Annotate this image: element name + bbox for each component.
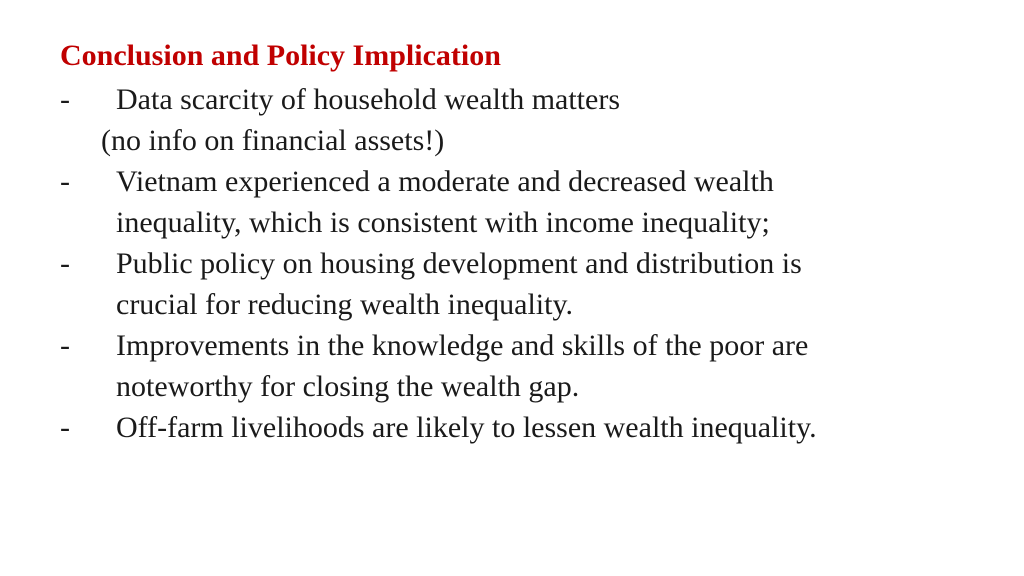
- bullet-dash: -: [60, 411, 70, 444]
- bullet-text-continued: inequality, which is consistent with income inequality;: [116, 206, 770, 239]
- bullet-text-continued: crucial for reducing wealth inequality.: [116, 288, 574, 321]
- bullet-item-off-farm-livelihoods: [60, 407, 980, 448]
- slide-title: Conclusion and Policy Implication: [60, 39, 501, 72]
- bullet-text: Public policy on housing development and distribution is: [116, 247, 802, 280]
- bullet-text: Improvements in the knowledge and skills of the poor are: [116, 329, 809, 362]
- bullet-item-skills-improvement: [60, 325, 980, 407]
- bullet-dash: -: [60, 83, 70, 116]
- bullet-text-continued: noteworthy for closing the wealth gap.: [116, 370, 580, 403]
- bullet-text: Data scarcity of household wealth matters: [116, 83, 620, 116]
- bullet-text: Vietnam experienced a moderate and decreased wealth: [116, 165, 774, 198]
- bullet-text: Off-farm livelihoods are likely to lessen wealth inequality.: [116, 411, 817, 444]
- bullet-item-vietnam-inequality: [60, 161, 980, 243]
- bullet-dash: -: [60, 165, 70, 198]
- bullet-dash: -: [60, 247, 70, 280]
- bullet-item-data-scarcity: [60, 79, 980, 161]
- bullet-list: [60, 79, 980, 448]
- bullet-dash: -: [60, 329, 70, 362]
- bullet-sub-note: (no info on financial assets!): [101, 124, 445, 157]
- bullet-item-housing-policy: [60, 243, 980, 325]
